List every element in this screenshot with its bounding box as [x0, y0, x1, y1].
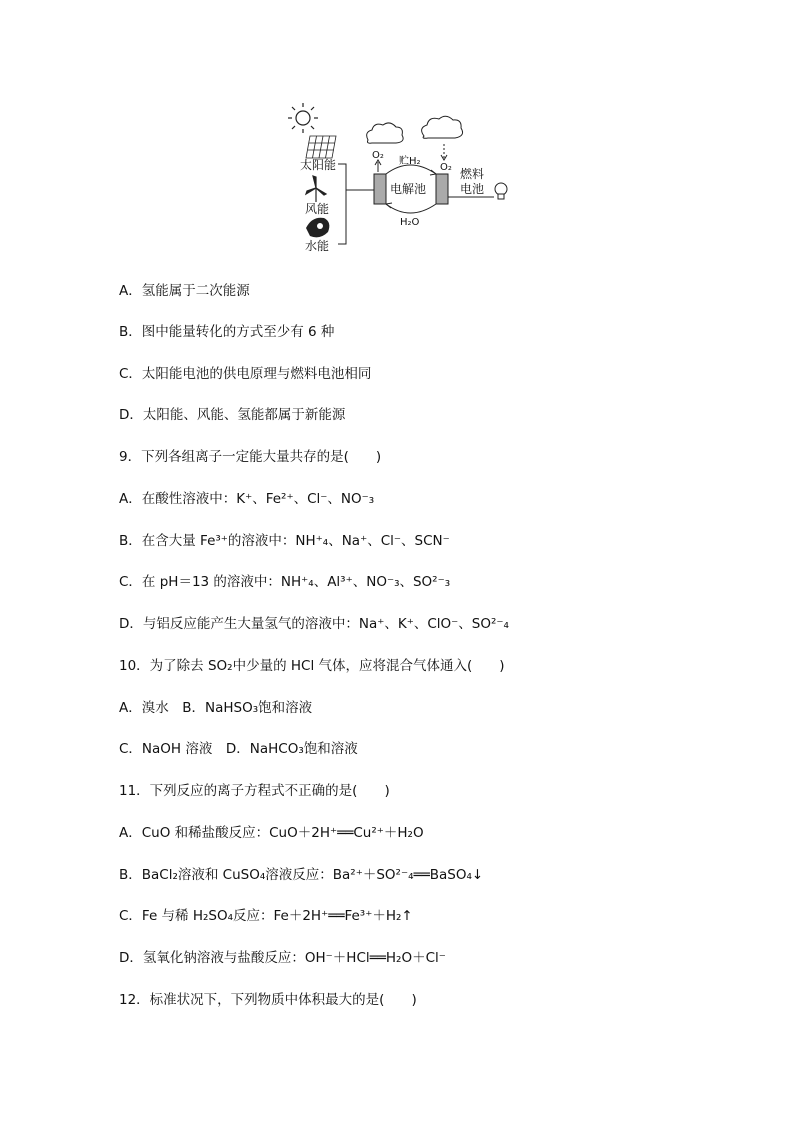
- question-12: 12．标准状况下，下列物质中体积最大的是( ): [119, 992, 417, 1008]
- water-label: 水能: [305, 239, 330, 253]
- wind-turbine-icon: [306, 176, 326, 202]
- option-8c: C．太阳能电池的供电原理与燃料电池相同: [119, 366, 372, 382]
- options-10ab: A．溴水 B．NaHSO₃饱和溶液: [119, 700, 313, 716]
- option-8b: B．图中能量转化的方式至少有 6 种: [119, 324, 335, 340]
- electrolysis-cell: [374, 174, 386, 204]
- option-8d: D．太阳能、风能、氢能都属于新能源: [119, 407, 346, 423]
- option-9d: D．与铝反应能产生大量氢气的溶液中：Na⁺、K⁺、ClO⁻、SO²⁻₄: [119, 616, 509, 632]
- fuel-cell-label-1: 燃料: [460, 167, 485, 181]
- wind-label: 风能: [305, 202, 330, 216]
- h2o-arc: [386, 204, 436, 213]
- option-9b: B．在含大量 Fe³⁺的溶液中：NH⁺₄、Na⁺、Cl⁻、SCN⁻: [119, 533, 450, 549]
- option-9c: C．在 pH＝13 的溶液中：NH⁺₄、Al³⁺、NO⁻₃、SO²⁻₃: [119, 574, 451, 590]
- fuel-cell: [436, 174, 448, 204]
- store-h2-label: 贮H₂: [399, 156, 421, 167]
- solar-panel-icon: [306, 136, 336, 158]
- option-11d: D．氢氧化钠溶液与盐酸反应：OH⁻＋HCl══H₂O＋Cl⁻: [119, 950, 446, 966]
- sun-icon: [288, 103, 318, 133]
- question-10: 10．为了除去 SO₂中少量的 HCl 气体，应将混合气体通入( ): [119, 658, 505, 674]
- h2o-label: H₂O: [400, 217, 420, 228]
- option-11a: A．CuO 和稀盐酸反应：CuO＋2H⁺══Cu²⁺＋H₂O: [119, 825, 424, 841]
- option-11c: C．Fe 与稀 H₂SO₄反应：Fe＋2H⁺══Fe³⁺＋H₂↑: [119, 908, 413, 924]
- question-9: 9．下列各组离子一定能大量共存的是( ): [119, 449, 382, 465]
- option-11b: B．BaCl₂溶液和 CuSO₄溶液反应：Ba²⁺＋SO²⁻₄══BaSO₄↓: [119, 867, 484, 883]
- options-10cd: C．NaOH 溶液 D．NaHCO₃饱和溶液: [119, 741, 358, 757]
- source-bracket: [338, 164, 346, 244]
- energy-conversion-diagram: [280, 98, 530, 258]
- water-wheel-icon: [306, 218, 329, 238]
- option-8a: A．氢能属于二次能源: [119, 283, 250, 299]
- o2-right-label: O₂: [440, 162, 452, 173]
- light-bulb-icon: [495, 183, 507, 199]
- o2-left-label: O₂: [372, 150, 384, 161]
- solar-label: 太阳能: [300, 158, 337, 172]
- cloud-icon-right: [422, 116, 463, 138]
- cloud-icon-left: [367, 123, 403, 143]
- electrolysis-label: 电解池: [390, 182, 427, 196]
- question-11: 11．下列反应的离子方程式不正确的是( ): [119, 783, 390, 799]
- option-9a: A．在酸性溶液中：K⁺、Fe²⁺、Cl⁻、NO⁻₃: [119, 491, 375, 507]
- fuel-cell-label-2: 电池: [460, 182, 485, 196]
